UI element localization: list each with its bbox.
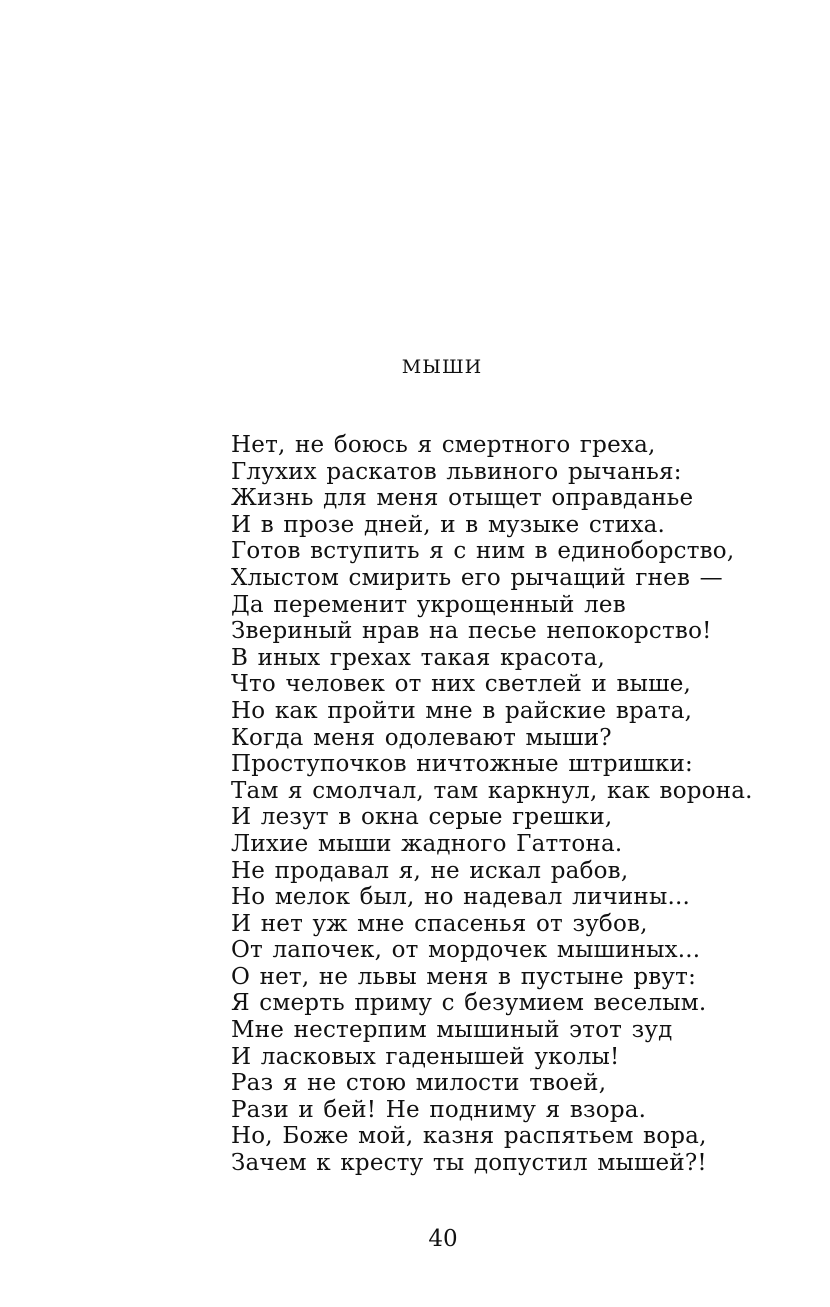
page-number: 40 [428,1226,458,1252]
poem-line: Звериный нрав на песье непокорство! [231,618,712,645]
poem-line: От лапочек, от мордочек мышиных... [231,937,701,964]
poem-body [231,432,811,1177]
poem-line: И ласковых гаденышей уколы! [231,1043,620,1070]
poem-line: Я смерть приму с безумием веселым. [231,990,707,1017]
poem-line: Да переменит укрощенный лев [231,591,626,618]
poem-line: Но, Боже мой, казня распятьем вора, [231,1123,707,1150]
poem-line: Готов вступить я с ним в единоборство, [231,538,735,565]
poem-line: Глухих раскатов львиного рычанья: [231,458,682,485]
poem-line: Нет, не боюсь я смертного греха, [231,432,656,458]
poem-line: Жизнь для меня отыщет оправданье [231,485,694,512]
poem-line: Не продавал я, не искал рабов, [231,857,629,884]
poem-line: И лезут в окна серые грешки, [231,804,613,831]
poem-line: И нет уж мне спасенья от зубов, [231,910,648,937]
poem-line: Зачем к кресту ты допустил мышей?! [231,1150,707,1177]
poem-line: Но мелок был, но надевал личины... [231,884,690,911]
poem-line: Когда меня одолевают мыши? [231,724,612,751]
poem-line: О нет, не львы меня в пустыне рвут: [231,963,697,990]
poem-line: Проступочков ничтожные штришки: [231,751,693,778]
poem-line: Что человек от них светлей и выше, [231,671,692,698]
poem-line: Мне нестерпим мышиный этот зуд [231,1017,673,1044]
poem-line: Раз я не стою милости твоей, [231,1070,607,1097]
poem-line: Лихие мыши жадного Гаттона. [231,830,623,857]
poem-line: И в прозе дней, и в музыке стиха. [231,511,666,538]
poem-line: Но как пройти мне в райские врата, [231,697,693,724]
poem-line: Хлыстом смирить его рычащий гнев — [231,564,723,591]
poem-title: МЫШИ [401,356,483,378]
poem-line: Там я смолчал, там каркнул, как ворона. [231,777,753,804]
poem-line: Рази и бей! Не подниму я взора. [231,1096,647,1123]
poem-line: В иных грехах такая красота, [231,644,606,671]
